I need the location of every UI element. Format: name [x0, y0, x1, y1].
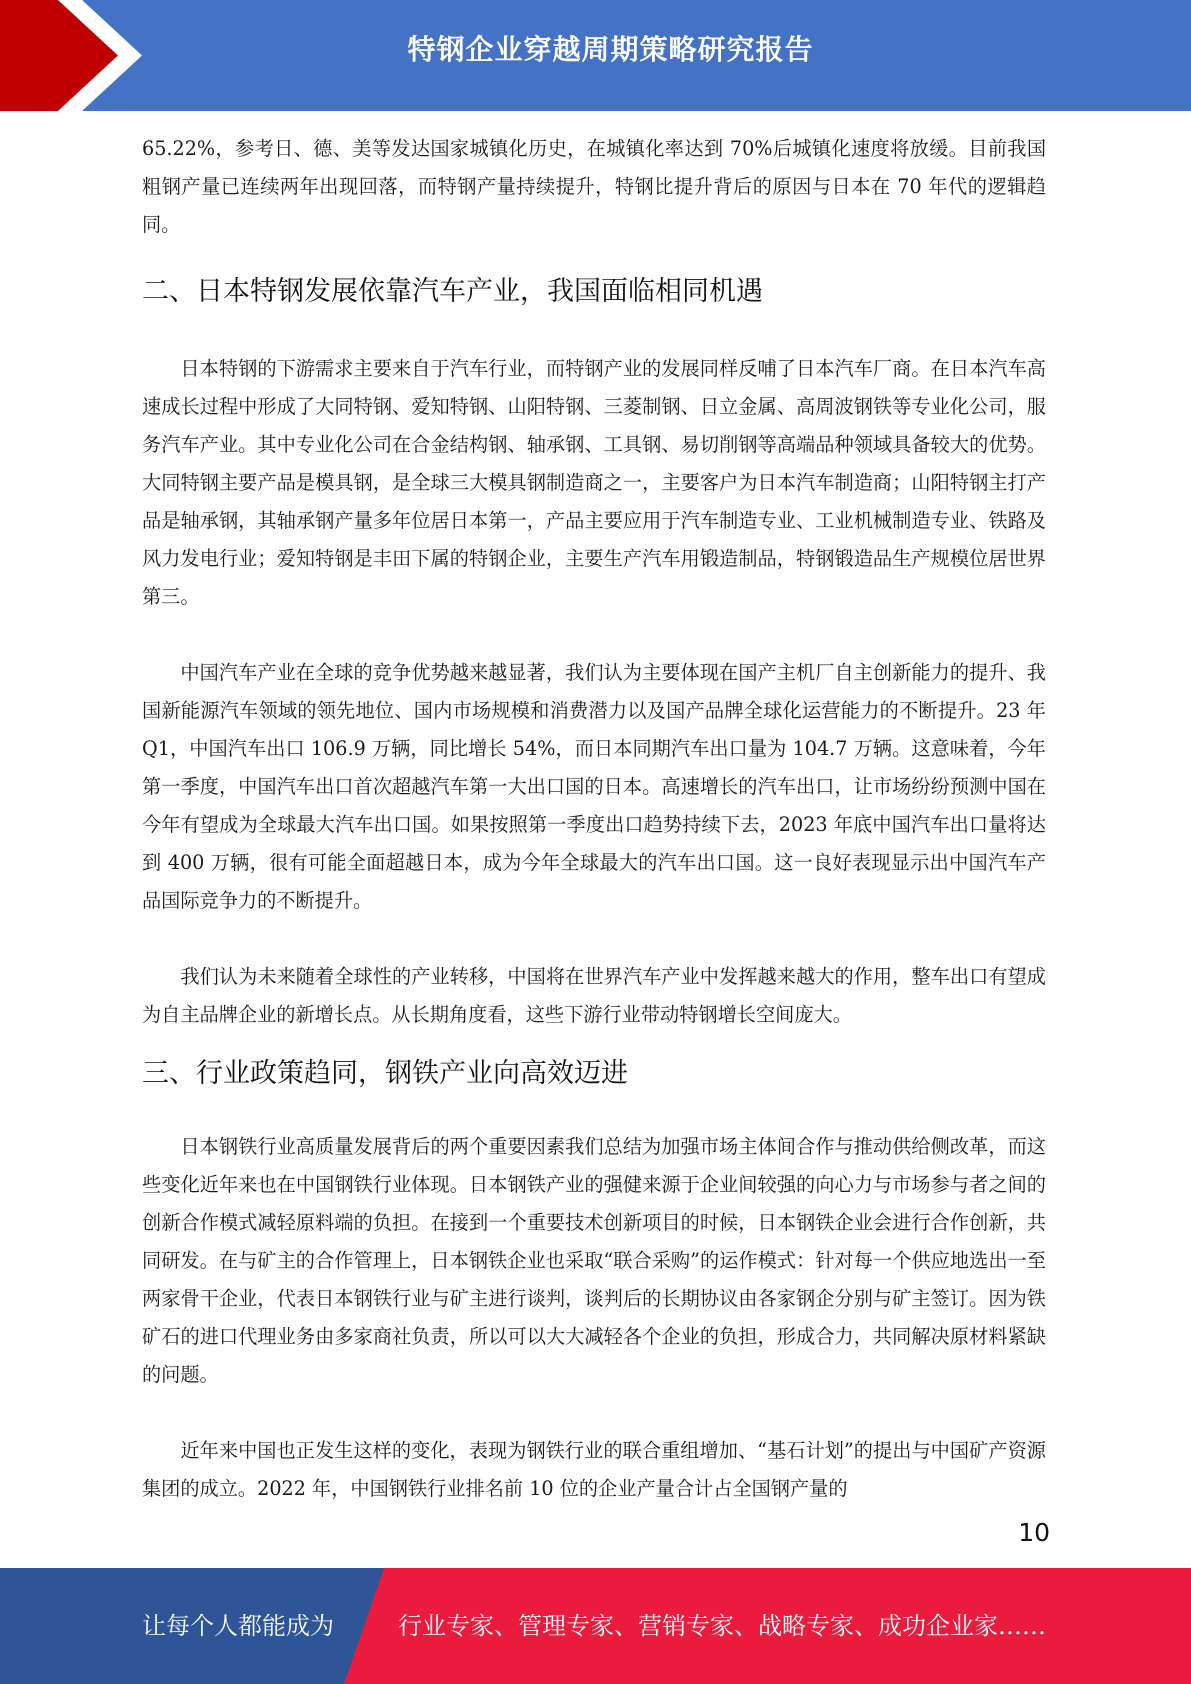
- section-heading-3: 三、行业政策趋同，钢铁产业向高效迈进: [142, 1058, 628, 1089]
- paragraph: 近年来中国也正发生这样的变化，表现为钢铁行业的联合重组增加、“基石计划”的提出与中国矿产资源集团的成立。2022 年，中国钢铁行业排名前 10 位的企业产量合计占全国钢产量的: [142, 1439, 1046, 1500]
- paragraph: 日本钢铁行业高质量发展背后的两个重要因素我们总结为加强市场主体间合作与推动供给侧改革，而这些变化近年来也在中国钢铁行业体现。日本钢铁产业的强健来源于企业间较强的向心力与市场参与者之间的创新合作模式减轻原料端的负担。在接到一个重要技术创新项目的时候，日本钢铁企业会进行合作创新，共同研发。在与矿主的合作管理上，日本钢铁企业也采取“联合采购”的运作模式：针对每一个供应地选出一至两家骨干企业，代表日本钢铁行业与矿主进行谈判，谈判后的长期协议由各家钢企分别与矿主签订。因为铁矿石的进口代理业务由多家商社负责，所以可以大大减轻各个企业的负担，形成合力，共同解决原材料紧缺的问题。: [142, 1135, 1046, 1386]
- paragraph: 中国汽车产业在全球的竞争优势越来越显著，我们认为主要体现在国产主机厂自主创新能力的提升、我国新能源汽车领域的领先地位、国内市场规模和消费潜力以及国产品牌全球化运营能力的不断提升。23 年 Q1，中国汽车出口 106.9 万辆，同比增长 54%，而日本同期汽车出口量为 104.7 万辆。这意味着，今年第一季度，中国汽车出口首次超越汽车第一大出口国的日本。高速增长的汽车出口，让市场纷纷预测中国在今年有望成为全球最大汽车出口国。如果按照第一季度出口趋势持续下去，2023 年底中国汽车出口量将达到 400 万辆，很有可能全面超越日本，成为今年全球最大的汽车出口国。这一良好表现显示出中国汽车产品国际竞争力的不断提升。: [142, 661, 1046, 912]
- footer-slogan-left: 让每个人都能成为: [142, 1612, 334, 1640]
- document-body: [142, 130, 1046, 1508]
- paragraph: 我们认为未来随着全球性的产业转移，中国将在世界汽车产业中发挥越来越大的作用，整车出口有望成为自主品牌企业的新增长点。从长期角度看，这些下游行业带动特钢增长空间庞大。: [142, 965, 1046, 1026]
- page-number: 10: [1018, 1518, 1050, 1547]
- paragraph: 日本特钢的下游需求主要来自于汽车行业，而特钢产业的发展同样反哺了日本汽车厂商。在日本汽车高速成长过程中形成了大同特钢、爱知特钢、山阳特钢、三菱制钢、日立金属、高周波钢铁等专业化公司，服务汽车产业。其中专业化公司在合金结构钢、轴承钢、工具钢、易切削钢等高端品种领域具备较大的优势。大同特钢主要产品是模具钢，是全球三大模具钢制造商之一，主要客户为日本汽车制造商；山阳特钢主打产品是轴承钢，其轴承钢产量多年位居日本第一，产品主要应用于汽车制造专业、工业机械制造专业、铁路及风力发电行业；爱知特钢是丰田下属的特钢企业，主要生产汽车用锻造制品，特钢锻造品生产规模位居世界第三。: [142, 357, 1046, 608]
- footer-slogan-right: 行业专家、管理专家、营销专家、战略专家、成功企业家……: [398, 1612, 1046, 1640]
- section-heading-2: 二、日本特钢发展依靠汽车产业，我国面临相同机遇: [142, 276, 763, 307]
- page-footer: [0, 1568, 1191, 1684]
- page-header: [0, 0, 1191, 111]
- report-title: 特钢企业穿越周期策略研究报告: [407, 33, 814, 66]
- paragraph-continued: 65.22%，参考日、德、美等发达国家城镇化历史，在城镇化率达到 70%后城镇化速度将放缓。目前我国粗钢产量已连续两年出现回落，而特钢产量持续提升，特钢比提升背后的原因与日本在 70 年代的逻辑趋同。: [142, 137, 1046, 236]
